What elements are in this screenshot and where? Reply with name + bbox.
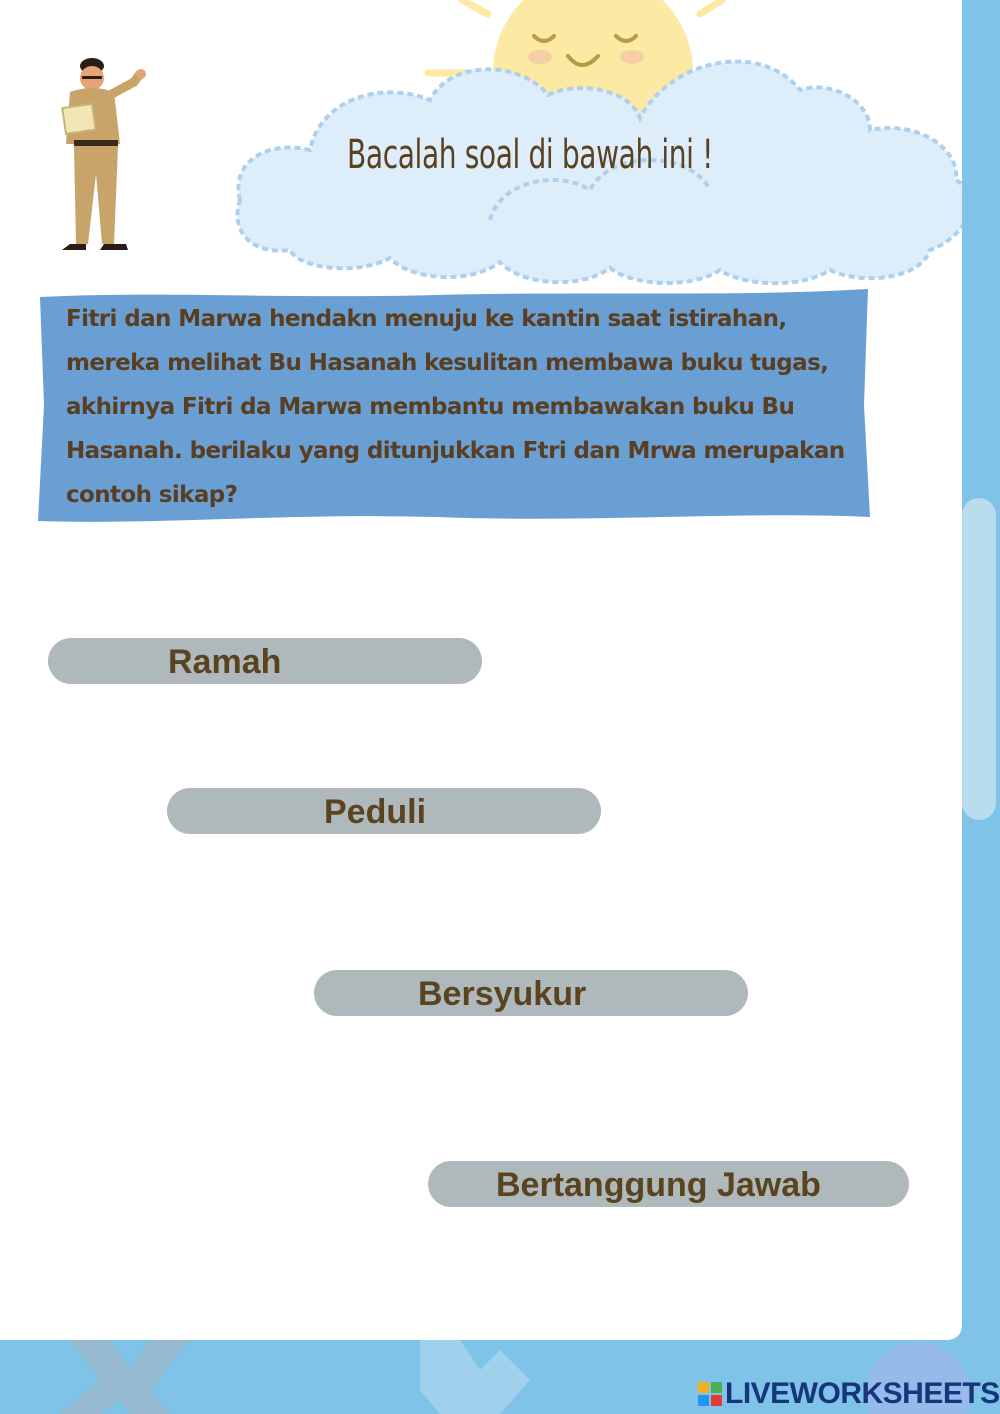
question-box xyxy=(36,285,870,527)
answer-option-label: Bertanggung Jawab xyxy=(496,1166,821,1204)
question-line: Fitri dan Marwa hendakn menuju ke kantin saat istirahan, xyxy=(66,306,787,332)
answer-option-peduli[interactable] xyxy=(167,788,601,834)
answer-option-bersyukur[interactable] xyxy=(314,970,748,1016)
brand-name: LIVEWORKSHEETS xyxy=(725,1377,1000,1410)
teacher-illustration xyxy=(48,54,158,264)
answer-option-label: Peduli xyxy=(324,793,427,831)
question-line: akhirnya Fitri da Marwa membantu membawakan buku Bu xyxy=(66,394,795,420)
answer-option-label: Ramah xyxy=(168,643,282,681)
question-text xyxy=(66,297,866,517)
question-line: mereka melihat Bu Hasanah kesulitan membawa buku tugas, xyxy=(66,350,829,376)
answer-option-bertanggung-jawab[interactable] xyxy=(428,1161,909,1207)
scroll-track[interactable] xyxy=(962,498,996,820)
answer-option-ramah[interactable] xyxy=(48,638,482,684)
liveworksheets-brand[interactable] xyxy=(698,1377,1000,1411)
question-line: contoh sikap? xyxy=(66,482,238,508)
page-title: Bacalah soal di bawah ini ! xyxy=(347,132,713,178)
answer-option-label: Bersyukur xyxy=(418,975,587,1013)
liveworksheets-logo-icon xyxy=(698,1382,722,1406)
question-line: Hasanah. berilaku yang ditunjukkan Ftri dan Mrwa merupakan xyxy=(66,438,845,464)
